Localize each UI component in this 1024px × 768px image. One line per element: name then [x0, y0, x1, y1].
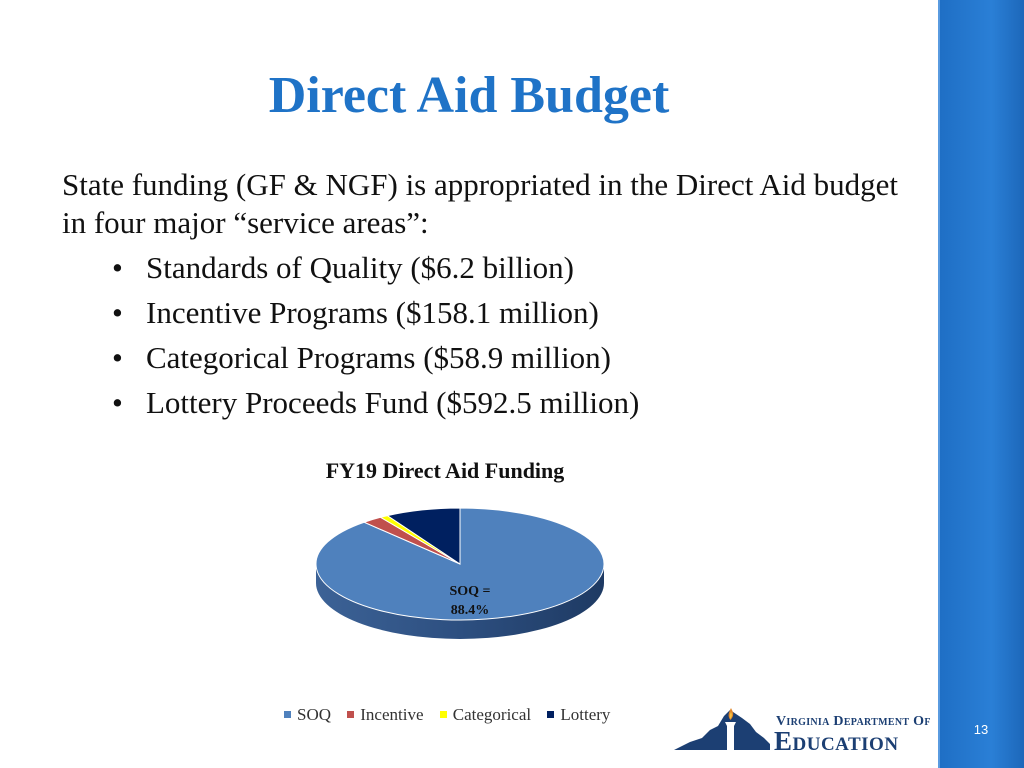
legend-label: Incentive: [360, 705, 424, 724]
legend-item-lottery: [547, 705, 610, 725]
legend-label: SOQ: [297, 705, 332, 724]
bullet-text: Lottery Proceeds Fund ($592.5 million): [146, 385, 640, 420]
legend-swatch: [547, 711, 554, 718]
legend-swatch: [347, 711, 354, 718]
slide-title: Direct Aid Budget: [268, 67, 670, 124]
chart-legend: [284, 705, 622, 725]
bullet-item: [112, 250, 639, 295]
bullet-glyph: •: [112, 250, 123, 285]
side-bar: [938, 0, 1024, 768]
legend-item-incentive: [347, 705, 423, 725]
bullet-glyph: •: [112, 385, 123, 420]
slide-number: 13: [973, 722, 989, 737]
service-area-list: [112, 250, 639, 430]
bullet-glyph: •: [112, 295, 123, 330]
logo-text-education: Education: [774, 726, 899, 756]
logo-text-department: Virginia Department Of: [776, 714, 931, 729]
legend-item-categorical: [440, 705, 531, 725]
soq-data-label: [420, 582, 520, 620]
legend-item-soq: [284, 705, 331, 725]
legend-label: Lottery: [560, 705, 611, 724]
legend-swatch: [440, 711, 447, 718]
bullet-item: [112, 295, 639, 340]
bullet-text: Incentive Programs ($158.1 million): [146, 295, 599, 330]
virginia-state-icon: [672, 704, 772, 754]
bullet-glyph: •: [112, 340, 123, 375]
bullet-text: Standards of Quality ($6.2 billion): [146, 250, 574, 285]
vdoe-logo: [672, 704, 934, 754]
bullet-item: [112, 385, 639, 430]
legend-swatch: [284, 711, 291, 718]
soq-label-name: SOQ =: [449, 584, 491, 599]
bullet-text: Categorical Programs ($58.9 million): [146, 340, 611, 375]
soq-label-value: 88.4%: [450, 603, 490, 618]
bullet-item: [112, 340, 639, 385]
chart-title: FY19 Direct Aid Funding: [325, 458, 565, 483]
intro-text: State funding (GF & NGF) is appropriated in the Direct Aid budget in four major “service areas”:: [62, 167, 899, 240]
legend-label: Categorical: [452, 705, 532, 724]
